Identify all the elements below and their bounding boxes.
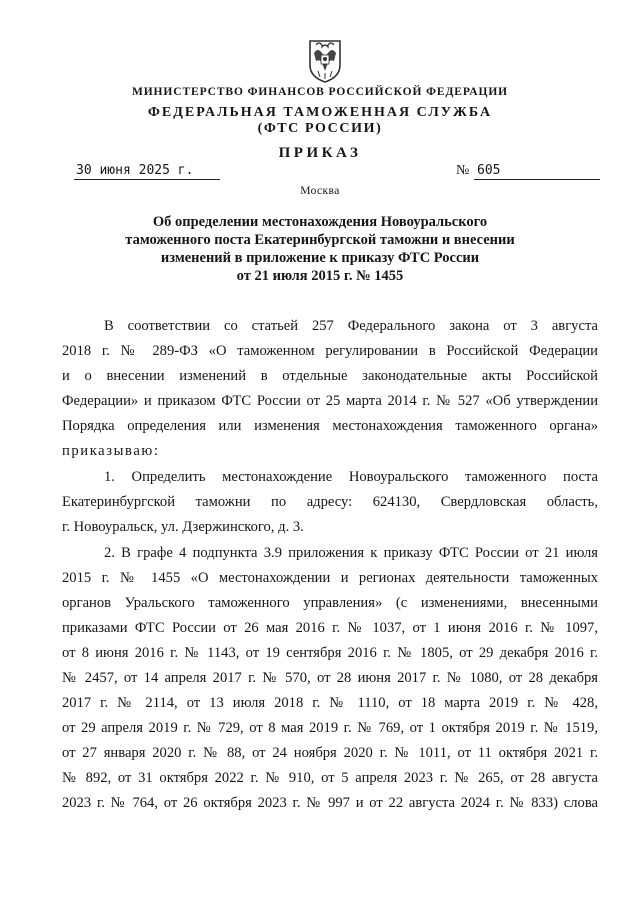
item-2-line: 2. В графе 4 подпункта 3.9 приложения к приказу ФТС России от 21 июля (104, 545, 598, 561)
subject-line: изменений в приложение к приказу ФТС России (160, 250, 480, 266)
number-sign: № (456, 163, 470, 178)
subject-line: Об определении местонахождения Новоуральского (152, 214, 488, 230)
item-2-line: 2017 г. № 2114, от 13 июля 2018 г. № 1110, от 18 марта 2019 г. № 428, (62, 695, 598, 711)
coat-of-arms-emblem (306, 35, 344, 83)
preamble-line: Порядка определения или изменения местонахождения таможенного органа» (62, 418, 598, 434)
item-2-line: приказами ФТС России от 26 мая 2016 г. № 1037, от 1 июня 2016 г. № 1097, (62, 620, 598, 636)
item-2-line: 2015 г. № 1455 «О местонахождении и регионах деятельности таможенных (62, 570, 598, 586)
item-1-line: Екатеринбургской таможни по адресу: 624130, Свердловская область, (62, 494, 598, 510)
item-2-line: 2023 г. № 764, от 26 октября 2023 г. № 997 и от 22 августа 2024 г. № 833) слова (62, 795, 598, 811)
item-1-line: 1. Определить местонахождение Новоуральского таможенного поста (104, 469, 598, 485)
subject-line: таможенного поста Екатеринбургской таможни и внесении (125, 232, 515, 248)
item-2-line: № 2457, от 14 апреля 2017 г. № 570, от 28 июня 2017 г. № 1080, от 28 декабря (62, 670, 598, 686)
service-name: ФЕДЕРАЛЬНАЯ ТАМОЖЕННАЯ СЛУЖБА (147, 105, 493, 120)
ministry-name: МИНИСТЕРСТВО ФИНАНСОВ РОССИЙСКОЙ ФЕДЕРАЦИИ (131, 86, 509, 98)
subject-line: от 21 июля 2015 г. № 1455 (236, 268, 404, 284)
preamble-line: В соответствии со статьей 257 Федерального закона от 3 августа (104, 318, 598, 334)
item-1-line: г. Новоуральск, ул. Дзержинского, д. 3. (62, 519, 304, 535)
directive: приказываю: (62, 443, 160, 459)
number-underline (474, 179, 600, 180)
item-2-line: органов Уральского таможенного управления» (с изменениями, внесенными (62, 595, 598, 611)
preamble-line: Федерации» и приказом ФТС России от 25 марта 2014 г. № 527 «Об утверждении (62, 393, 598, 409)
service-short-name: (ФТС РОССИИ) (257, 121, 383, 136)
date-underline (74, 179, 220, 180)
preamble-line: 2018 г. № 289-ФЗ «О таможенном регулировании в Российской Федерации (62, 343, 598, 359)
preamble-line: и о внесении изменений в отдельные законодательные акты Российской (62, 368, 598, 384)
city: Москва (300, 185, 340, 197)
item-2-line: № 892, от 31 октября 2022 г. № 910, от 5 апреля 2023 г. № 265, от 28 августа (62, 770, 598, 786)
item-2-line: от 29 апреля 2019 г. № 729, от 8 мая 2019 г. № 769, от 1 октября 2019 г. № 1519, (62, 720, 598, 736)
order-number: 605 (477, 163, 501, 178)
order-date: 30 июня 2025 г. (76, 163, 194, 178)
item-2-line: от 27 января 2020 г. № 88, от 24 ноября 2020 г. № 1011, от 11 октября 2021 г. (62, 745, 598, 761)
item-2-line: от 8 июня 2016 г. № 1143, от 19 сентября 2016 г. № 1805, от 29 декабря 2016 г. (62, 645, 598, 661)
document-type: ПРИКАЗ (278, 145, 362, 161)
